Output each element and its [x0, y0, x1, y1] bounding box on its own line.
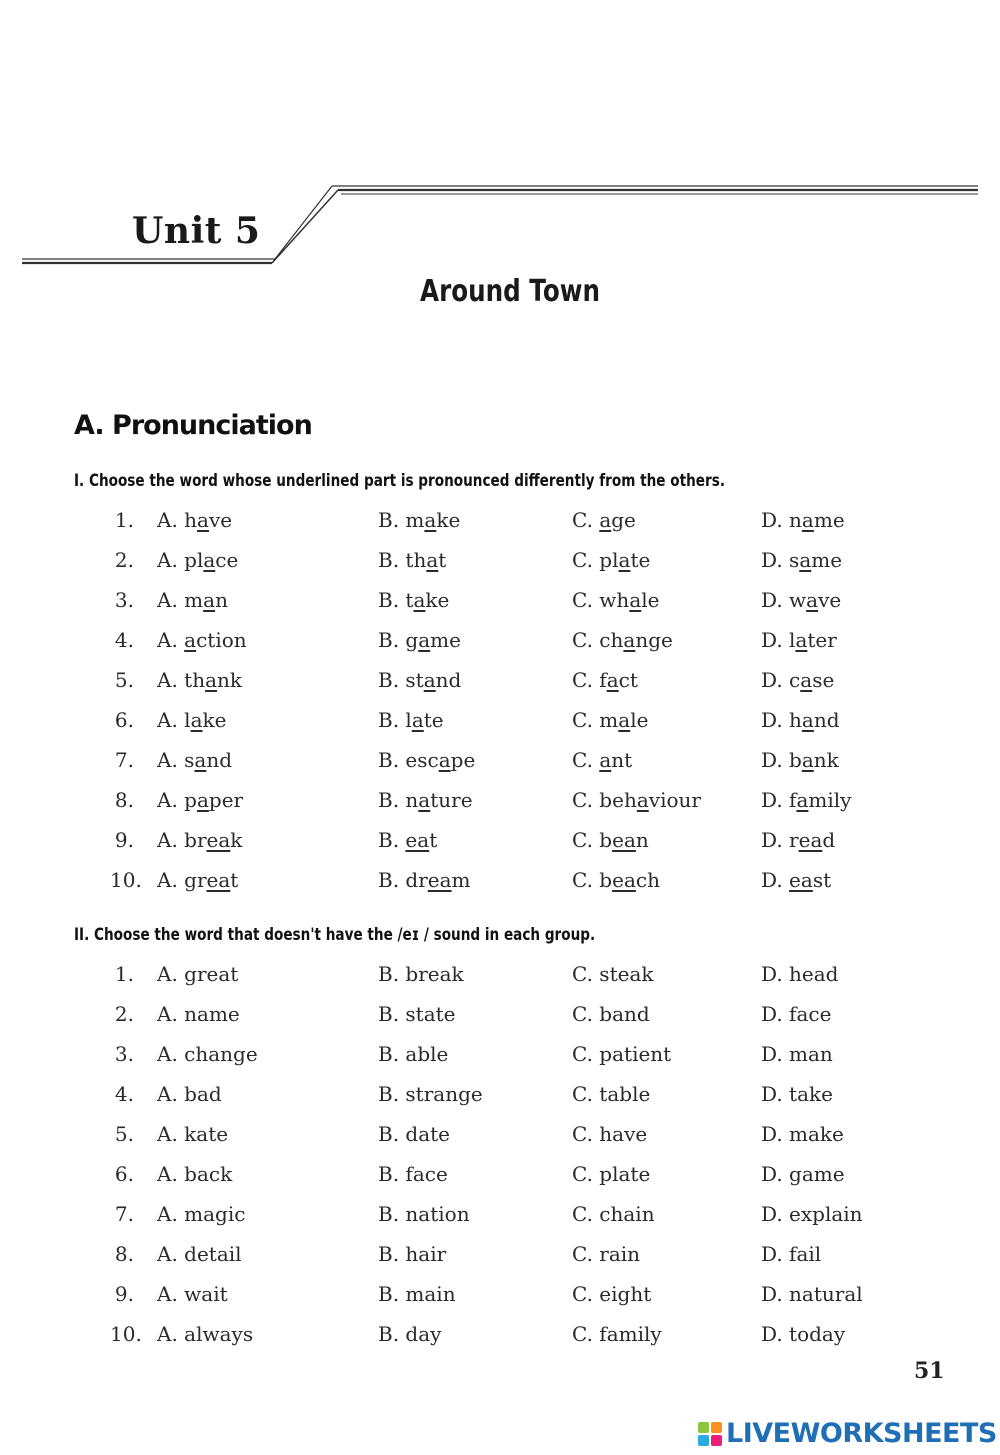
option-text: D. r — [761, 828, 799, 852]
option-text: n — [635, 828, 649, 852]
option-text: C. pl — [572, 548, 619, 572]
question-number: 10. — [110, 868, 142, 892]
question-number: 4. — [114, 628, 134, 652]
question-number: 2. — [114, 1002, 134, 1026]
option-d[interactable] — [761, 788, 851, 812]
option-b[interactable]: B. break — [378, 962, 464, 986]
option-text: C. beh — [572, 788, 637, 812]
option-text: C. f — [572, 668, 607, 692]
underlined-letters: a — [411, 708, 424, 732]
option-text: C. b — [572, 868, 613, 892]
option-c[interactable]: C. have — [572, 1122, 648, 1146]
underlined-letters: a — [629, 588, 642, 612]
option-text: se — [812, 668, 835, 692]
option-b[interactable] — [378, 548, 446, 572]
option-d[interactable]: D. explain — [761, 1202, 863, 1226]
option-text: st — [812, 868, 832, 892]
underlined-letters: a — [184, 628, 197, 652]
option-d[interactable] — [761, 668, 834, 692]
option-text: B. t — [378, 588, 414, 612]
option-text: nt — [611, 748, 633, 772]
underlined-letters: a — [205, 668, 218, 692]
option-c[interactable] — [572, 548, 650, 572]
underlined-letters: a — [806, 588, 819, 612]
option-a[interactable] — [157, 788, 243, 812]
option-text: per — [208, 788, 244, 812]
option-b[interactable]: B. nation — [378, 1202, 470, 1226]
option-b[interactable]: B. state — [378, 1002, 456, 1026]
option-text: ce — [215, 548, 239, 572]
option-text: A. p — [157, 788, 197, 812]
option-text: D. — [761, 868, 790, 892]
question-number: 7. — [114, 748, 134, 772]
option-a[interactable]: A. back — [157, 1162, 233, 1186]
question-number: 8. — [114, 1242, 134, 1266]
question-number: 9. — [114, 1282, 134, 1306]
option-text: ct — [618, 668, 638, 692]
option-text: ge — [611, 508, 636, 532]
option-text: A. s — [157, 748, 195, 772]
option-text: k — [230, 828, 243, 852]
question-row — [0, 668, 1000, 698]
underlined-letters: a — [194, 748, 207, 772]
option-text: le — [641, 588, 660, 612]
option-d[interactable] — [761, 588, 841, 612]
option-text: A. pl — [157, 548, 204, 572]
option-b[interactable]: B. face — [378, 1162, 448, 1186]
option-text: B. th — [378, 548, 427, 572]
underlined-letters: a — [423, 668, 436, 692]
part1-instruction: I. Choose the word whose underlined part is pronounced differently from the others. — [74, 471, 725, 491]
question-row — [0, 868, 1000, 898]
option-text: D. f — [761, 788, 797, 812]
underlined-letters: a — [599, 508, 612, 532]
option-text: B. dr — [378, 868, 428, 892]
underlined-letters: a — [618, 548, 631, 572]
question-number: 2. — [114, 548, 134, 572]
question-number: 5. — [114, 1122, 134, 1146]
question-row — [0, 1162, 1000, 1192]
underlined-letters: a — [618, 708, 631, 732]
option-text: ter — [807, 628, 837, 652]
part2-instruction: II. Choose the word that doesn't have the /eɪ / sound in each group. — [74, 925, 596, 945]
option-text: nd — [206, 748, 233, 772]
option-d[interactable] — [761, 508, 845, 532]
question-row — [0, 828, 1000, 858]
option-text: t — [230, 868, 239, 892]
option-a[interactable]: A. detail — [157, 1242, 242, 1266]
option-text: m — [451, 868, 471, 892]
underlined-letters: a — [800, 668, 813, 692]
option-d[interactable]: D. make — [761, 1122, 844, 1146]
option-text: D. s — [761, 548, 800, 572]
option-text: nd — [435, 668, 462, 692]
option-d[interactable]: D. natural — [761, 1282, 863, 1306]
option-text: me — [430, 628, 461, 652]
underlined-letters: a — [426, 548, 439, 572]
option-d[interactable] — [761, 828, 835, 852]
option-c[interactable] — [572, 788, 701, 812]
underlined-letters: ea — [612, 828, 636, 852]
question-row — [0, 788, 1000, 818]
option-c[interactable]: C. eight — [572, 1282, 652, 1306]
option-text: t — [429, 828, 438, 852]
option-a[interactable]: A. magic — [157, 1202, 246, 1226]
option-text: B. m — [378, 508, 425, 532]
underlined-letters: ea — [206, 828, 231, 852]
option-text: ction — [196, 628, 247, 652]
option-text: ke — [425, 588, 450, 612]
option-text: B. — [378, 828, 406, 852]
question-number: 5. — [114, 668, 134, 692]
question-number: 10. — [110, 1322, 142, 1346]
question-row — [0, 1002, 1000, 1032]
option-text: C. m — [572, 708, 619, 732]
option-text: nd — [813, 708, 840, 732]
option-c[interactable]: C. chain — [572, 1202, 655, 1226]
option-text: B. st — [378, 668, 424, 692]
liveworksheets-logo-text: LIVEWORKSHEETS — [726, 1418, 997, 1449]
option-a[interactable]: A. always — [157, 1322, 254, 1346]
option-b[interactable] — [378, 788, 473, 812]
option-text: D. l — [761, 628, 796, 652]
option-text: t — [438, 548, 447, 572]
option-c[interactable]: C. family — [572, 1322, 662, 1346]
option-d[interactable]: D. take — [761, 1082, 833, 1106]
underlined-letters: a — [801, 708, 814, 732]
option-text: ve — [208, 508, 233, 532]
question-row — [0, 588, 1000, 618]
question-number: 3. — [114, 588, 134, 612]
underlined-letters: ea — [405, 828, 430, 852]
option-text: viour — [648, 788, 701, 812]
option-a[interactable] — [157, 588, 228, 612]
underlined-letters: a — [606, 668, 619, 692]
underlined-letters: a — [801, 508, 814, 532]
underlined-letters: a — [796, 788, 809, 812]
option-text: d — [822, 828, 836, 852]
option-c[interactable]: C. band — [572, 1002, 650, 1026]
liveworksheets-logo-icon — [698, 1422, 722, 1446]
option-d[interactable]: D. today — [761, 1322, 846, 1346]
option-b[interactable]: B. main — [378, 1282, 456, 1306]
option-text: nk — [217, 668, 243, 692]
option-text: B. g — [378, 628, 419, 652]
option-text: ke — [202, 708, 227, 732]
option-text: B. esc — [378, 748, 439, 772]
option-b[interactable]: B. strange — [378, 1082, 483, 1106]
option-text: A. h — [157, 508, 198, 532]
unit-title: Unit 5 — [132, 210, 261, 252]
option-text: C. ch — [572, 628, 624, 652]
option-d[interactable] — [761, 868, 831, 892]
option-a[interactable]: A. kate — [157, 1122, 229, 1146]
option-text: B. l — [378, 708, 412, 732]
underlined-letters: a — [599, 748, 612, 772]
option-d[interactable] — [761, 548, 842, 572]
question-row — [0, 708, 1000, 738]
question-row — [0, 748, 1000, 778]
option-text: mily — [808, 788, 852, 812]
option-d[interactable]: D. face — [761, 1002, 832, 1026]
option-a[interactable]: A. great — [157, 962, 239, 986]
option-c[interactable] — [572, 828, 649, 852]
option-a[interactable]: A. bad — [157, 1082, 222, 1106]
option-b[interactable] — [378, 828, 437, 852]
underlined-letters: a — [418, 788, 431, 812]
option-c[interactable] — [572, 748, 632, 772]
underlined-letters: a — [795, 628, 808, 652]
option-b[interactable] — [378, 708, 444, 732]
option-text: ture — [430, 788, 473, 812]
option-text: n — [215, 588, 228, 612]
underlined-letters: a — [203, 548, 216, 572]
option-text: D. n — [761, 508, 802, 532]
option-text: D. w — [761, 588, 807, 612]
underlined-letters: a — [197, 508, 209, 532]
option-text: C. — [572, 508, 600, 532]
option-text: me — [811, 548, 843, 572]
option-text: pe — [450, 748, 476, 772]
option-c[interactable] — [572, 868, 660, 892]
option-text: le — [630, 708, 649, 732]
underlined-letters: ea — [427, 868, 452, 892]
question-row — [0, 1282, 1000, 1312]
underlined-letters: a — [801, 748, 814, 772]
option-text: D. c — [761, 668, 801, 692]
question-row — [0, 1082, 1000, 1112]
option-d[interactable] — [761, 708, 840, 732]
option-a[interactable]: A. name — [157, 1002, 240, 1026]
question-row — [0, 1122, 1000, 1152]
option-b[interactable] — [378, 628, 461, 652]
underlined-letters: ea — [789, 868, 813, 892]
option-a[interactable] — [157, 548, 238, 572]
option-text: C. — [572, 748, 600, 772]
underlined-letters: a — [799, 548, 812, 572]
underlined-letters: a — [438, 748, 451, 772]
option-d[interactable] — [761, 628, 837, 652]
option-c[interactable]: C. table — [572, 1082, 651, 1106]
question-row — [0, 1042, 1000, 1072]
option-text: A. m — [157, 588, 204, 612]
option-text: A. — [157, 628, 185, 652]
underlined-letters: ea — [206, 868, 231, 892]
page-subtitle: Around Town — [420, 274, 600, 309]
underlined-letters: a — [203, 588, 216, 612]
option-d[interactable]: D. fail — [761, 1242, 822, 1266]
option-text: D. h — [761, 708, 802, 732]
question-row — [0, 1242, 1000, 1272]
liveworksheets-logo[interactable] — [698, 1418, 997, 1449]
option-text: te — [423, 708, 444, 732]
option-b[interactable] — [378, 668, 461, 692]
option-b[interactable]: B. able — [378, 1042, 449, 1066]
option-a[interactable] — [157, 508, 232, 532]
option-c[interactable] — [572, 508, 636, 532]
option-d[interactable]: D. man — [761, 1042, 833, 1066]
option-a[interactable] — [157, 668, 242, 692]
question-number: 1. — [114, 962, 134, 986]
option-text: A. br — [157, 828, 207, 852]
option-text: ke — [436, 508, 461, 532]
page-number: 51 — [914, 1358, 945, 1384]
option-a[interactable] — [157, 748, 232, 772]
option-c[interactable] — [572, 668, 638, 692]
question-row — [0, 1322, 1000, 1352]
option-c[interactable] — [572, 628, 673, 652]
underlined-letters: a — [623, 628, 636, 652]
option-text: A. th — [157, 668, 206, 692]
option-c[interactable]: C. steak — [572, 962, 654, 986]
underlined-letters: a — [190, 708, 203, 732]
question-row — [0, 508, 1000, 538]
option-d[interactable] — [761, 748, 839, 772]
option-a[interactable]: A. wait — [157, 1282, 228, 1306]
question-number: 8. — [114, 788, 134, 812]
option-b[interactable] — [378, 588, 449, 612]
option-text: D. b — [761, 748, 802, 772]
option-text: nge — [635, 628, 673, 652]
option-d[interactable]: D. head — [761, 962, 839, 986]
option-text: ch — [635, 868, 660, 892]
option-a[interactable] — [157, 708, 226, 732]
option-c[interactable]: C. patient — [572, 1042, 672, 1066]
option-c[interactable] — [572, 708, 648, 732]
question-number: 6. — [114, 1162, 134, 1186]
question-row — [0, 1202, 1000, 1232]
question-number: 7. — [114, 1202, 134, 1226]
option-b[interactable]: B. hair — [378, 1242, 447, 1266]
option-text: A. l — [157, 708, 191, 732]
option-c[interactable]: C. plate — [572, 1162, 651, 1186]
question-row — [0, 628, 1000, 658]
option-b[interactable]: B. day — [378, 1322, 442, 1346]
question-number: 6. — [114, 708, 134, 732]
question-number: 9. — [114, 828, 134, 852]
option-text: B. n — [378, 788, 419, 812]
question-row — [0, 548, 1000, 578]
option-text: nk — [813, 748, 839, 772]
option-d[interactable]: D. game — [761, 1162, 845, 1186]
option-c[interactable]: C. rain — [572, 1242, 641, 1266]
option-c[interactable] — [572, 588, 659, 612]
underlined-letters: a — [413, 588, 426, 612]
option-text: ve — [818, 588, 842, 612]
option-a[interactable]: A. change — [157, 1042, 258, 1066]
option-text: C. wh — [572, 588, 630, 612]
option-text: te — [630, 548, 651, 572]
option-b[interactable] — [378, 508, 460, 532]
option-a[interactable] — [157, 628, 247, 652]
question-number: 3. — [114, 1042, 134, 1066]
option-text: C. b — [572, 828, 613, 852]
section-a-title: A. Pronunciation — [74, 410, 312, 441]
underlined-letters: ea — [798, 828, 823, 852]
question-number: 1. — [114, 508, 134, 532]
question-number: 4. — [114, 1082, 134, 1106]
underlined-letters: a — [424, 508, 437, 532]
option-text: me — [813, 508, 845, 532]
option-text: A. gr — [157, 868, 207, 892]
underlined-letters: a — [196, 788, 209, 812]
option-b[interactable]: B. date — [378, 1122, 451, 1146]
option-a[interactable] — [157, 868, 238, 892]
option-b[interactable] — [378, 868, 471, 892]
underlined-letters: a — [636, 788, 649, 812]
underlined-letters: a — [418, 628, 431, 652]
underlined-letters: ea — [612, 868, 636, 892]
option-b[interactable] — [378, 748, 475, 772]
option-a[interactable] — [157, 828, 242, 852]
question-row — [0, 962, 1000, 992]
